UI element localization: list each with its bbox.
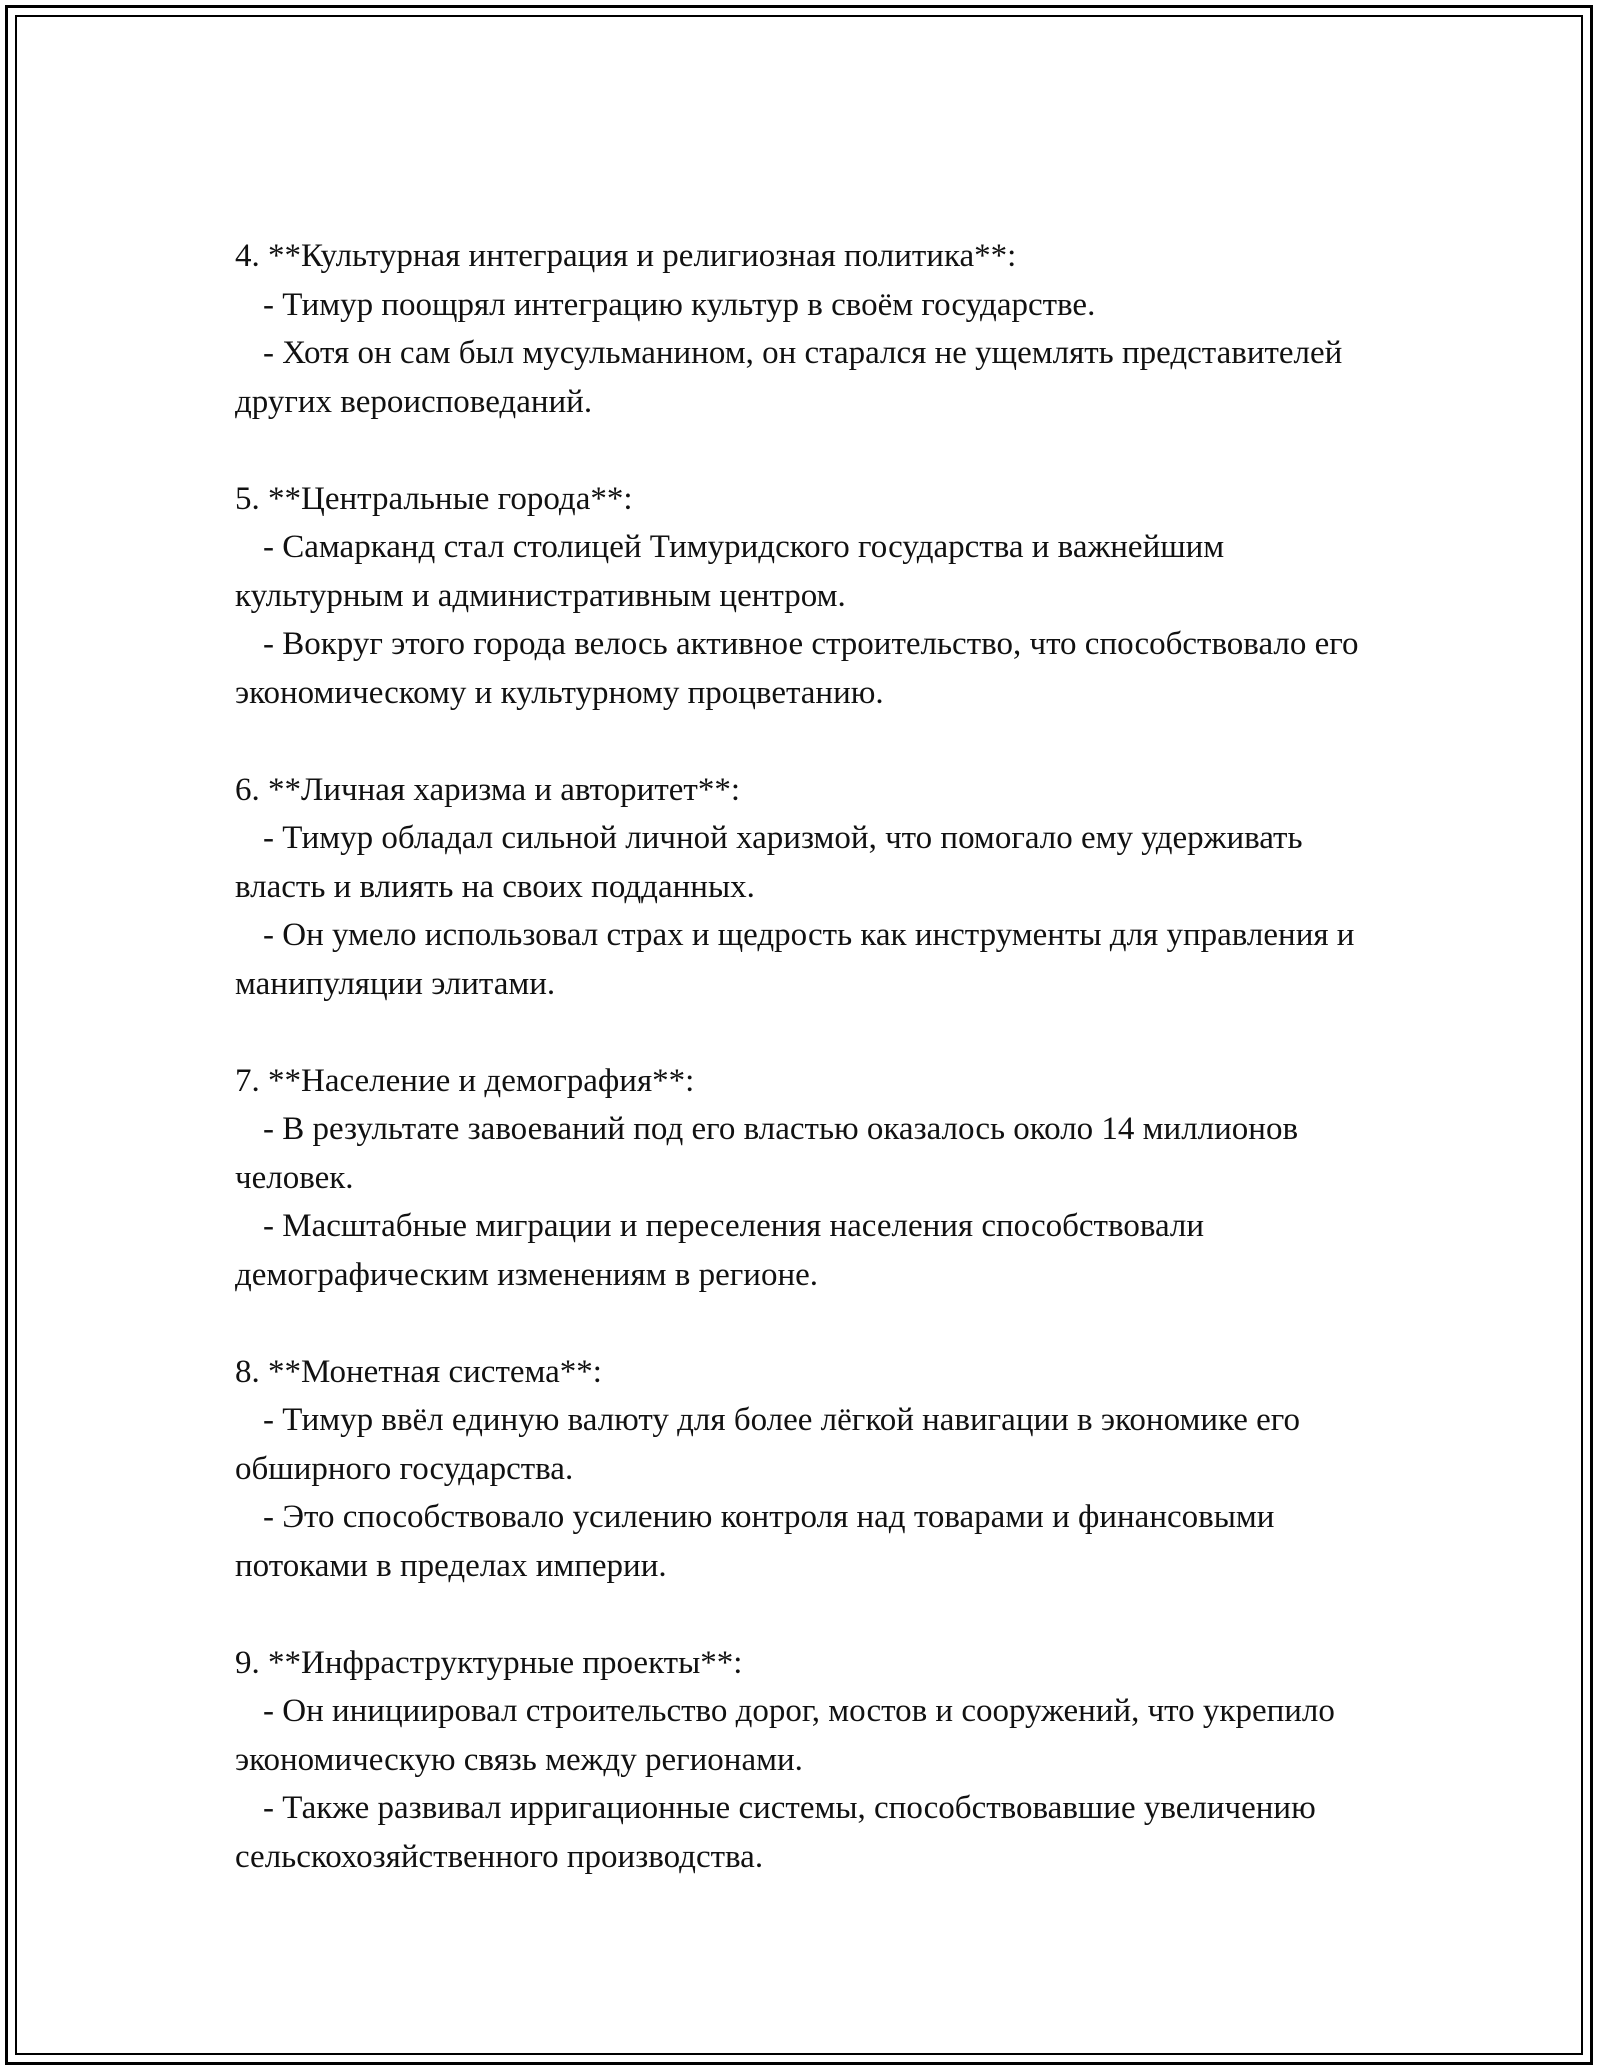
section-heading: 4. **Культурная интеграция и религиозная политика**: — [235, 238, 1017, 274]
bullet-item — [235, 281, 1395, 330]
bullet-text: - Также развивал ирригационные системы, способствовавшие увеличению сельскохозяйственного производства. — [235, 1790, 1324, 1875]
section-6 — [235, 766, 1395, 1009]
section-heading: 6. **Личная харизма и авторитет**: — [235, 771, 740, 808]
bullet-item — [235, 620, 1395, 717]
bullet-item — [235, 911, 1395, 1008]
section-5 — [235, 475, 1395, 718]
bullet-text: - Это способствовало усилению контроля над товарами и финансовыми потоками в пределах империи. — [235, 1499, 1283, 1584]
bullet-item — [235, 329, 1395, 426]
bullet-text: - Масштабные миграции и переселения населения способствовали демографическим изменениям в регионе. — [235, 1208, 1213, 1293]
bullet-text: - Он инициировал строительство дорог, мостов и сооружений, что укрепило экономическую связь между регионами. — [235, 1693, 1344, 1778]
bullet-item — [235, 1105, 1395, 1202]
section-7 — [235, 1057, 1395, 1300]
bullet-item — [235, 1493, 1395, 1590]
bullet-item — [235, 1202, 1395, 1299]
section-heading: 9. **Инфраструктурные проекты**: — [235, 1644, 743, 1681]
bullet-item — [235, 1784, 1395, 1881]
section-4 — [235, 232, 1395, 426]
bullet-text: - Тимур ввёл единую валюту для более лёгкой навигации в экономике его обширного государства. — [235, 1402, 1309, 1487]
bullet-item — [235, 814, 1395, 911]
bullet-item — [235, 1687, 1395, 1784]
bullet-text: - В результате завоеваний под его властью оказалось около 14 миллионов человек. — [235, 1111, 1307, 1196]
bullet-text: - Он умело использовал страх и щедрость как инструменты для управления и манипуляции элитами. — [235, 917, 1363, 1002]
bullet-item — [235, 1396, 1395, 1493]
section-8 — [235, 1348, 1395, 1591]
bullet-item — [235, 523, 1395, 620]
section-9 — [235, 1639, 1395, 1882]
document-body — [235, 232, 1395, 1930]
section-heading: 7. **Население и демография**: — [235, 1062, 695, 1099]
section-heading: 5. **Центральные города**: — [235, 480, 633, 517]
bullet-text: - Тимур поощрял интеграцию культур в своём государстве. — [263, 286, 1096, 323]
bullet-text: - Тимур обладал сильной личной харизмой, что помогало ему удерживать власть и влиять на своих подданных. — [235, 820, 1311, 905]
section-heading: 8. **Монетная система**: — [235, 1353, 602, 1390]
bullet-text: - Вокруг этого города велось активное строительство, что способствовало его экономическому и культурному процветанию. — [235, 626, 1367, 711]
bullet-text: - Хотя он сам был мусульманином, он старался не ущемлять представителей других вероисповеданий. — [235, 335, 1351, 420]
bullet-text: - Самарканд стал столицей Тимуридского государства и важнейшим культурным и административным центром. — [235, 529, 1233, 614]
